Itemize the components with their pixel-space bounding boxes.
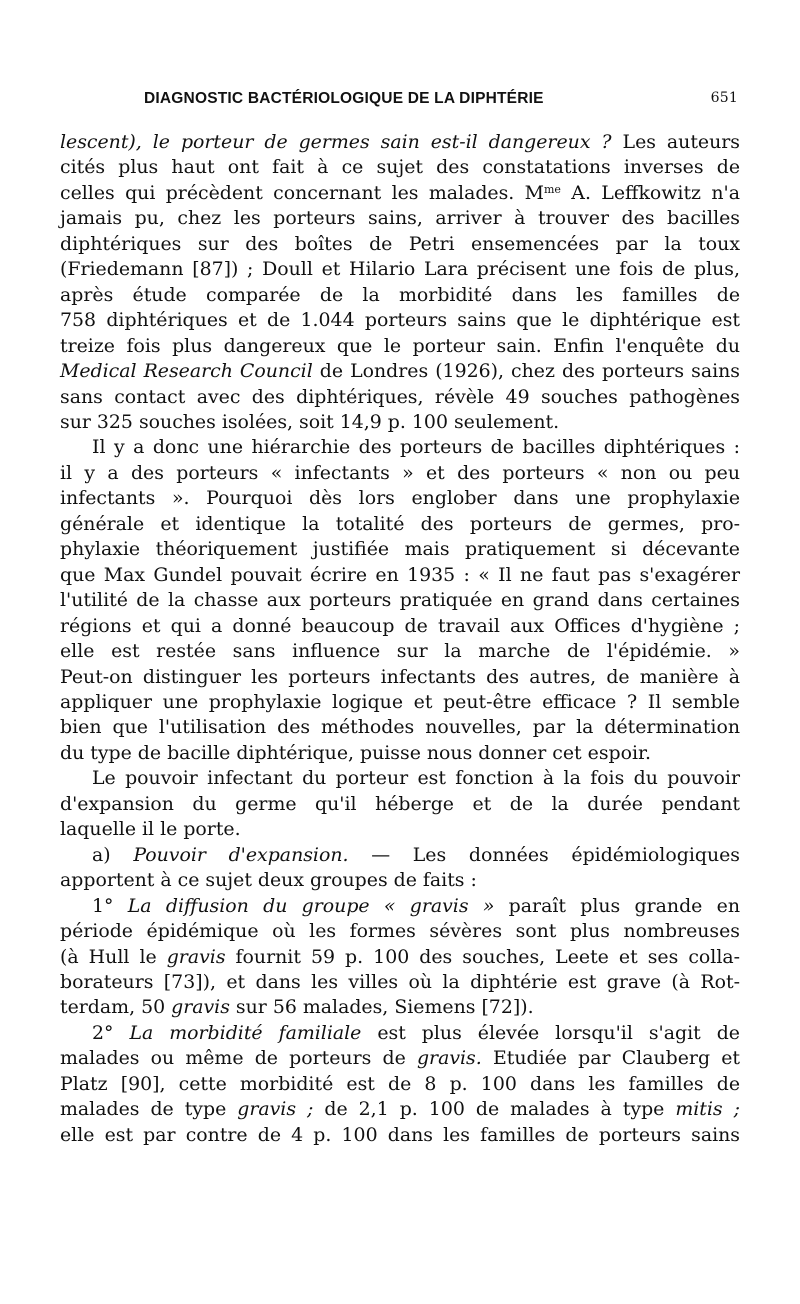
text-line [60,792,740,817]
text-line [60,257,740,282]
text-segment: malades ou même de porteurs de [60,1047,417,1070]
text-segment: jamais pu, chez les porteurs sains, arriver à trouver des bacilles [60,207,740,230]
text-segment: sans contact avec des diphtériques, révèle 49 souches pathogènes [60,385,740,408]
running-title: DIAGNOSTIC BACTÉRIOLOGIQUE DE LA DIPHTÉRIE [144,90,544,107]
text-segment: Platz [90], cette morbidité est de 8 p. 100 dans les familles de [60,1072,740,1095]
text-segment: régions et qui a donné beaucoup de travail aux Offices d'hygiène ; [60,614,740,637]
text-line [60,537,740,562]
text-segment: terdam, 50 [60,996,172,1019]
superscript: me [544,182,561,196]
text-segment: de Londres (1926), chez des porteurs sains [312,360,740,383]
text-segment: générale et identique la totalité des porteurs de germes, pro- [60,512,740,535]
text-segment: A. Leffkowitz n'a [560,181,740,204]
text-segment: après étude comparée de la morbidité dans les familles de [60,283,740,306]
text-segment: sur 325 souches isolées, soit 14,9 p. 100 seulement. [60,410,560,433]
text-segment: 1° [92,894,128,917]
text-line [60,130,740,155]
text-line [60,359,740,384]
text-line [60,1123,740,1148]
text-segment: de 2,1 p. 100 de malades à type [313,1098,676,1121]
text-line [60,1046,740,1071]
text-line [60,435,740,460]
text-line [60,206,740,231]
italic-text: Pouvoir d'expansion. [133,843,349,866]
italic-text: La morbidité familiale [129,1021,362,1044]
text-segment: 758 diphtériques et de 1.044 porteurs sains que le diphtérique est [60,309,740,332]
text-segment: Le pouvoir infectant du porteur est fonction à la fois du pouvoir [92,767,740,790]
text-line [60,283,740,308]
text-line [60,410,740,435]
text-segment: d'expansion du germe qu'il héberge et de la durée pendant [60,792,740,815]
text-segment: 2° [92,1021,130,1044]
text-segment: Peut-on distinguer les porteurs infectants des autres, de manière à [60,665,740,688]
text-segment: diphtériques sur des boîtes de Petri ensemencées par la toux [60,232,740,255]
italic-text: La diffusion du groupe « gravis » [127,894,495,917]
text-line [60,1097,740,1122]
text-line [60,715,740,740]
text-line [60,155,740,180]
text-segment: (Friedemann [87]) ; Doull et Hilario Lara précisent une fois de plus, [60,258,740,281]
text-line [60,588,740,613]
italic-text: lescent), le porteur de germes sain est-il dangereux ? [60,131,612,153]
text-line [60,308,740,333]
text-line [60,766,740,791]
text-line [60,181,740,206]
text-segment: infectants ». Pourquoi dès lors englober dans une prophylaxie [60,487,740,510]
text-line [60,486,740,511]
text-line [60,614,740,639]
text-segment: bien que l'utilisation des méthodes nouvelles, par la détermination [60,716,740,739]
text-segment: treize fois plus dangereux que le porteur sain. Enfin l'enquête du [60,334,740,357]
body-text [60,130,740,1148]
text-segment: (à Hull le [60,945,167,968]
text-segment: borateurs [73]), et dans les villes où la diphtérie est grave (à Rot- [60,970,740,993]
text-segment: est plus élevée lorsqu'il s'agit de [361,1021,740,1044]
text-segment: période épidémique où les formes sévères sont plus nombreuses [60,920,740,943]
text-segment: — Les données épidémiologiques [348,843,740,866]
text-line [60,970,740,995]
text-line [60,1072,740,1097]
italic-text: Medical Research Council [60,360,313,383]
text-segment: appliquer une prophylaxie logique et peut-être efficace ? Il semble [60,690,740,713]
running-header [144,90,744,114]
text-segment: Les auteurs [611,131,740,153]
text-line [60,843,740,868]
italic-text: gravis [171,996,230,1019]
text-line [60,563,740,588]
text-line [60,385,740,410]
italic-text: gravis [166,945,226,968]
text-segment: sur 56 malades, Siemens [72]). [229,996,534,1019]
text-segment: paraît plus grande en [494,894,740,917]
text-segment: laquelle il le porte. [60,818,241,841]
text-line [60,995,740,1020]
text-segment: fournit 59 p. 100 des souches, Leete et ses colla- [225,945,741,968]
text-line [60,1021,740,1046]
text-segment: Il y a donc une hiérarchie des porteurs de bacilles diphtériques : [92,436,740,459]
text-segment: l'utilité de la chasse aux porteurs pratiquée en grand dans certaines [60,589,740,612]
text-line [60,232,740,257]
text-line [60,868,740,893]
text-line [60,334,740,359]
text-line [60,919,740,944]
text-line [60,512,740,537]
text-line [60,817,740,842]
text-line [60,665,740,690]
text-line [60,639,740,664]
text-segment: apportent à ce sujet deux groupes de faits : [60,869,477,892]
text-segment: celles qui précèdent concernant les malades. M [60,181,544,204]
text-segment: malades de type [60,1098,238,1121]
text-line [60,690,740,715]
text-segment: que Max Gundel pouvait écrire en 1935 : « Il ne faut pas s'exagérer [60,563,740,586]
text-segment: elle est par contre de 4 p. 100 dans les familles de porteurs sains [60,1123,740,1146]
text-segment: du type de bacille diphtérique, puisse nous donner cet espoir. [60,741,651,764]
text-segment: elle est restée sans influence sur la marche de l'épidémie. » [60,640,740,663]
text-line [60,945,740,970]
text-line [60,741,740,766]
text-segment: phylaxie théoriquement justifiée mais pratiquement si décevante [60,538,740,561]
italic-text: gravis ; [237,1098,314,1121]
text-line [60,461,740,486]
text-segment: il y a des porteurs « infectants » et des porteurs « non ou peu [60,461,740,484]
text-line [60,894,740,919]
page-number: 651 [710,90,738,106]
text-segment: cités plus haut ont fait à ce sujet des constatations inverses de [60,156,740,179]
text-segment: a) [92,843,134,866]
italic-text: gravis. [416,1047,482,1070]
text-segment: Etudiée par Clauberg et [481,1047,740,1070]
italic-text: mitis ; [675,1098,740,1121]
